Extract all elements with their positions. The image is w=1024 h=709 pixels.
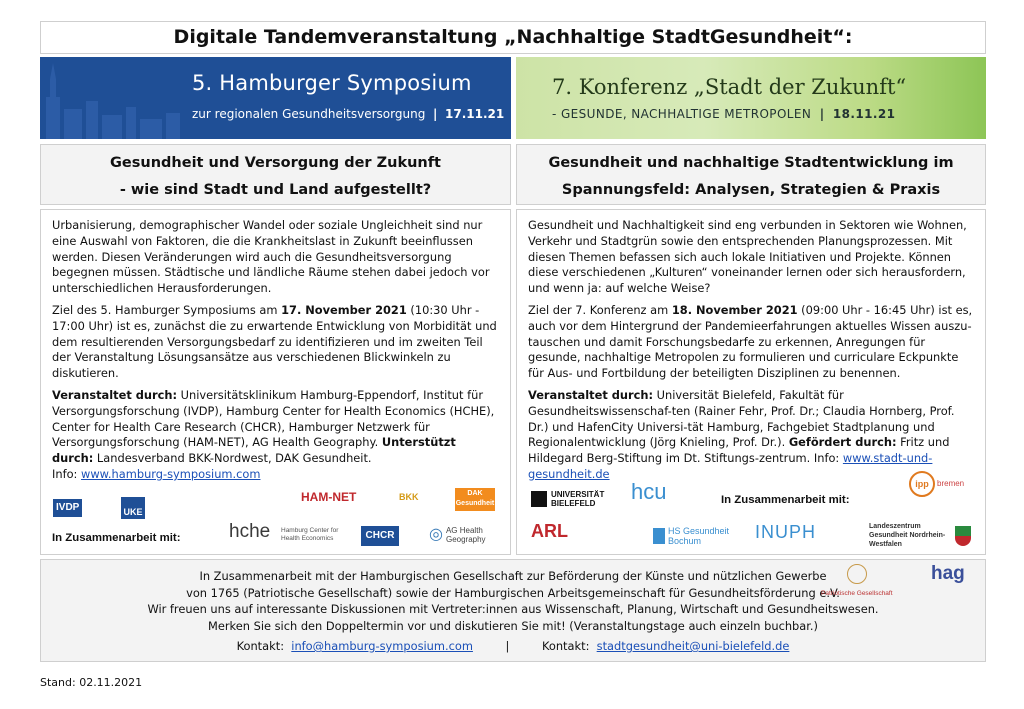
hche-logo: hche [229,521,271,542]
right-intro: Gesundheit und Nachhaltigkeit sind eng verbunden in Sektoren wie Wohnen, Verkehr und Stadtgrün sowie den entsprechenden Planungsprozessen. Mit diesen Themen befassen sich auch lokale Initiativen und Projekte. Können diese verschiedenen „Kulturen“ voneinander lernen oder sich herausfordern, und wenn ja: auf welche Weise? [528,218,967,296]
status-date: Stand: 02.11.2021 [40,676,143,689]
health-geography-logo: ◎ AG Health Geography [429,526,486,544]
footer-contacts: Kontakt: info@hamburg-symposium.com | Kontakt: stadtgesundheit@uni-bielefeld.de [236,639,790,653]
hche-subtitle: Hamburg Center for Health Economics [281,527,339,542]
building-icon [653,528,665,544]
left-heading: Gesundheit und Versorgung der Zukunft - wie sind Stadt und Land aufgestellt? [40,144,511,205]
banner-hamburg-symposium [40,57,511,139]
conference-date: 18.11.21 [832,107,896,121]
footer-invitation: Wir freuen uns auf interessante Diskussionen mit Vertreter:innen aus Wissenschaft, Planung, Wirtschaft und Gesundheitswesen. [147,602,879,616]
nrw-crest-icon [955,526,971,546]
banner-stadt-der-zukunft [516,57,986,139]
left-goal: Ziel des 5. Hamburger Symposiums am 17. November 2021 (10:30 Uhr - 17:00 Uhr) ist es, zunächst die zu erwartende Entwicklung von Morbidität und dem resultierenden Versorgungsbedarf zu identifizieren und im zweiten Teil der Veranstaltung Lösungsansätze aus verschiedenen Blickwinkeln zu diskutieren. [52,302,497,381]
crest-icon [847,564,867,584]
stadt-und-gesundheit-link[interactable]: www.stadt-und-gesundheit.de [528,451,933,481]
lzg-nrw-logo: Landeszentrum Gesundheit Nordrhein-Westfalen [869,523,946,548]
arl-logo: ARL [531,521,568,541]
uke-logo: UKE [121,497,145,519]
hamburg-symposium-link[interactable]: www.hamburg-symposium.com [81,466,261,481]
left-organizers: Veranstaltet durch: Universitätsklinikum Hamburg-Eppendorf, Institut für Versorgungsforschung (IVDP), Hamburg Center for Health Economics (HCHE), Center for Health Care Research (CHCR), Hamburger Netzwerk für Versorgungsforschung (HAM-NET), AG Health Geography. Unterstützt durch: Landesverband BKK-Nordwest, DAK Gesundheit. Info: www.hamburg-symposium.com [52,387,495,481]
footer-cooperation-2: von 1765 (Patriotische Gesellschaft) sowie der Hamburgischen Arbeitsgemeinschaft für Gesundheitsförderung e.V. [186,585,840,600]
right-goal: Ziel der 7. Konferenz am 18. November 2021 (09:00 Uhr - 16:45 Uhr) ist es, auch vor dem Hintergrund der Pandemieerfahrungen aktuelles Wissen auszu-tauschen und damit Forschungsbedarfe zu erkennen, Anregungen für gesunde, nachhaltige Metropolen zu formulieren und curriculare Eckpunkte für Aus- und Fortbildung der beteiligten Disziplinen zu benennen. [528,302,973,381]
left-intro: Urbanisierung, demographischer Wandel oder soziale Ungleichheit sind nur eine Auswahl von Faktoren, die die Krankheitslast in Zukunft beeinflussen werden. Diesen Veränderungen wird auch die Gesundheitsversorgung begegnen müssen. Städtische und ländliche Räume stehen dabei jedoch vor unterschiedlichen Herausforderungen. [52,218,490,296]
footer-panel [40,559,986,662]
left-partners-label: In Zusammenarbeit mit: [52,532,181,544]
chcr-logo: CHCR [361,526,399,546]
page-title: Digitale Tandemveranstaltung „Nachhaltige StadtGesundheit“: [40,21,986,54]
symposium-title: 5. Hamburger Symposium [192,71,472,95]
bkk-logo: BKK [399,492,419,502]
right-heading: Gesundheit und nachhaltige Stadtentwicklung im Spannungsfeld: Analysen, Strategien & Praxis [516,144,986,205]
ipp-bremen-logo: ipp bremen [909,471,964,497]
contact-email-bielefeld[interactable]: stadtgesundheit@uni-bielefeld.de [596,639,790,653]
footer-cooperation-1: In Zusammenarbeit mit der Hamburgischen Gesellschaft zur Beförderung der Künste und nützlichen Gewerbe [199,569,827,583]
right-organizers: Veranstaltet durch: Universität Bielefeld, Fakultät für Gesundheitswissenschaf-ten (Rainer Fehr, Prof. Dr.; Claudia Hornberg, Prof. Dr.) und HafenCity Universi-tät Hamburg, Fachgebiet Stadtplanung und Regionalentwicklung (Jörg Knieling, Prof. Dr.). Gefördert durch: Fritz und Hildegard Berg-Stiftung im Dt. Stiftungs-zentrum. Info: www.stadt-und-gesundheit.de [528,387,955,481]
conference-title: 7. Konferenz „Stadt der Zukunft“ [552,75,907,99]
inuph-logo: INUPH [755,522,817,542]
globe-icon: ◎ [429,526,443,544]
right-column [516,209,986,555]
hamburg-skyline-image [40,57,190,139]
right-partners-label: In Zusammenarbeit mit: [721,494,850,506]
ham-net-logo: HAM-NET [301,490,357,504]
dak-logo: DAK Gesundheit [455,488,495,511]
conference-subtitle: - GESUNDE, NACHHALTIGE METROPOLEN | 18.11.21 [552,107,896,121]
symposium-subtitle: zur regionalen Gesundheitsversorgung | 17.11.21 [192,107,505,121]
patriotische-gesellschaft-logo: Patriotische Gesellschaft [821,564,893,603]
contact-email-hamburg[interactable]: info@hamburg-symposium.com [291,639,473,653]
uni-bielefeld-logo: UNIVERSITÄT BIELEFELD [531,490,613,508]
ivdp-logo: IVDP [53,499,82,517]
hcu-logo: hcu [631,479,667,504]
hag-logo: hag [931,563,965,584]
symposium-date: 17.11.21 [445,107,505,121]
footer-save-date: Merken Sie sich den Doppeltermin vor und diskutieren Sie mit! (Veranstaltungstage auch einzeln buchbar.) [208,618,818,633]
hs-gesundheit-logo: HS Gesundheit Bochum [653,526,734,546]
left-column [40,209,511,555]
